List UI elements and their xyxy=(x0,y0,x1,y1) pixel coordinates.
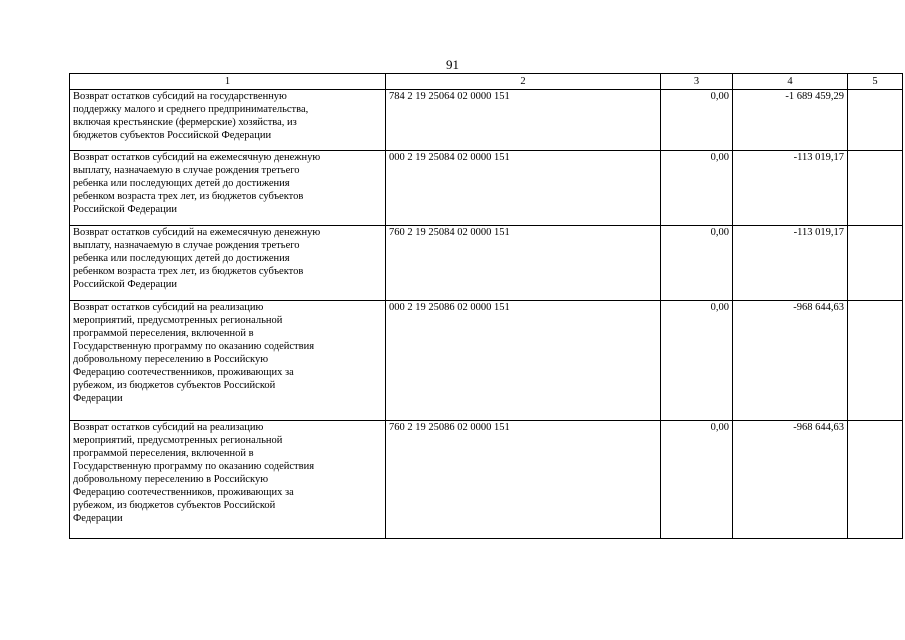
table-header-row xyxy=(70,74,903,90)
row-budget-code: 760 2 19 25084 02 0000 151 xyxy=(386,226,661,301)
row-value-col3: 0,00 xyxy=(661,151,733,226)
row-value-col5 xyxy=(848,421,903,539)
row-description: Возврат остатков субсидий на государственную поддержку малого и среднего предпринимательства, включая крестьянские (фермерские) хозяйства, из бюджетов субъектов Российской Федерации xyxy=(70,90,386,151)
column-header-2: 2 xyxy=(386,74,661,90)
column-header-3: 3 xyxy=(661,74,733,90)
row-budget-code: 760 2 19 25086 02 0000 151 xyxy=(386,421,661,539)
table-row xyxy=(70,226,903,301)
table-row xyxy=(70,151,903,226)
row-value-col5 xyxy=(848,90,903,151)
row-budget-code: 784 2 19 25064 02 0000 151 xyxy=(386,90,661,151)
table-row xyxy=(70,421,903,539)
page-number: 91 xyxy=(446,57,459,72)
row-description: Возврат остатков субсидий на реализацию мероприятий, предусмотренных региональной программой переселения, включенной в Государственную программу по оказанию содействия добровольному переселению в Российскую Федерацию соотечественников, проживающих за рубежом, из бюджетов субъектов Российской Федерации xyxy=(70,301,386,421)
row-value-col4: -1 689 459,29 xyxy=(733,90,848,151)
table-row xyxy=(70,301,903,421)
row-value-col5 xyxy=(848,301,903,421)
row-description: Возврат остатков субсидий на ежемесячную денежную выплату, назначаемую в случае рождения третьего ребенка или последующих детей до достижения ребенком возраста трех лет, из бюджетов субъектов Российской Федерации xyxy=(70,151,386,226)
row-value-col4: -113 019,17 xyxy=(733,226,848,301)
row-value-col3: 0,00 xyxy=(661,421,733,539)
row-description: Возврат остатков субсидий на ежемесячную денежную выплату, назначаемую в случае рождения третьего ребенка или последующих детей до достижения ребенком возраста трех лет, из бюджетов субъектов Российской Федерации xyxy=(70,226,386,301)
row-budget-code: 000 2 19 25084 02 0000 151 xyxy=(386,151,661,226)
table-row xyxy=(70,90,903,151)
budget-table xyxy=(69,73,903,539)
row-value-col3: 0,00 xyxy=(661,301,733,421)
row-value-col4: -968 644,63 xyxy=(733,301,848,421)
column-header-4: 4 xyxy=(733,74,848,90)
row-budget-code: 000 2 19 25086 02 0000 151 xyxy=(386,301,661,421)
column-header-1: 1 xyxy=(70,74,386,90)
row-value-col3: 0,00 xyxy=(661,90,733,151)
row-value-col4: -968 644,63 xyxy=(733,421,848,539)
row-value-col3: 0,00 xyxy=(661,226,733,301)
row-value-col5 xyxy=(848,226,903,301)
row-value-col5 xyxy=(848,151,903,226)
row-description: Возврат остатков субсидий на реализацию мероприятий, предусмотренных региональной программой переселения, включенной в Государственную программу по оказанию содействия добровольному переселению в Российскую Федерацию соотечественников, проживающих за рубежом, из бюджетов субъектов Российской Федерации xyxy=(70,421,386,539)
column-header-5: 5 xyxy=(848,74,903,90)
row-value-col4: -113 019,17 xyxy=(733,151,848,226)
